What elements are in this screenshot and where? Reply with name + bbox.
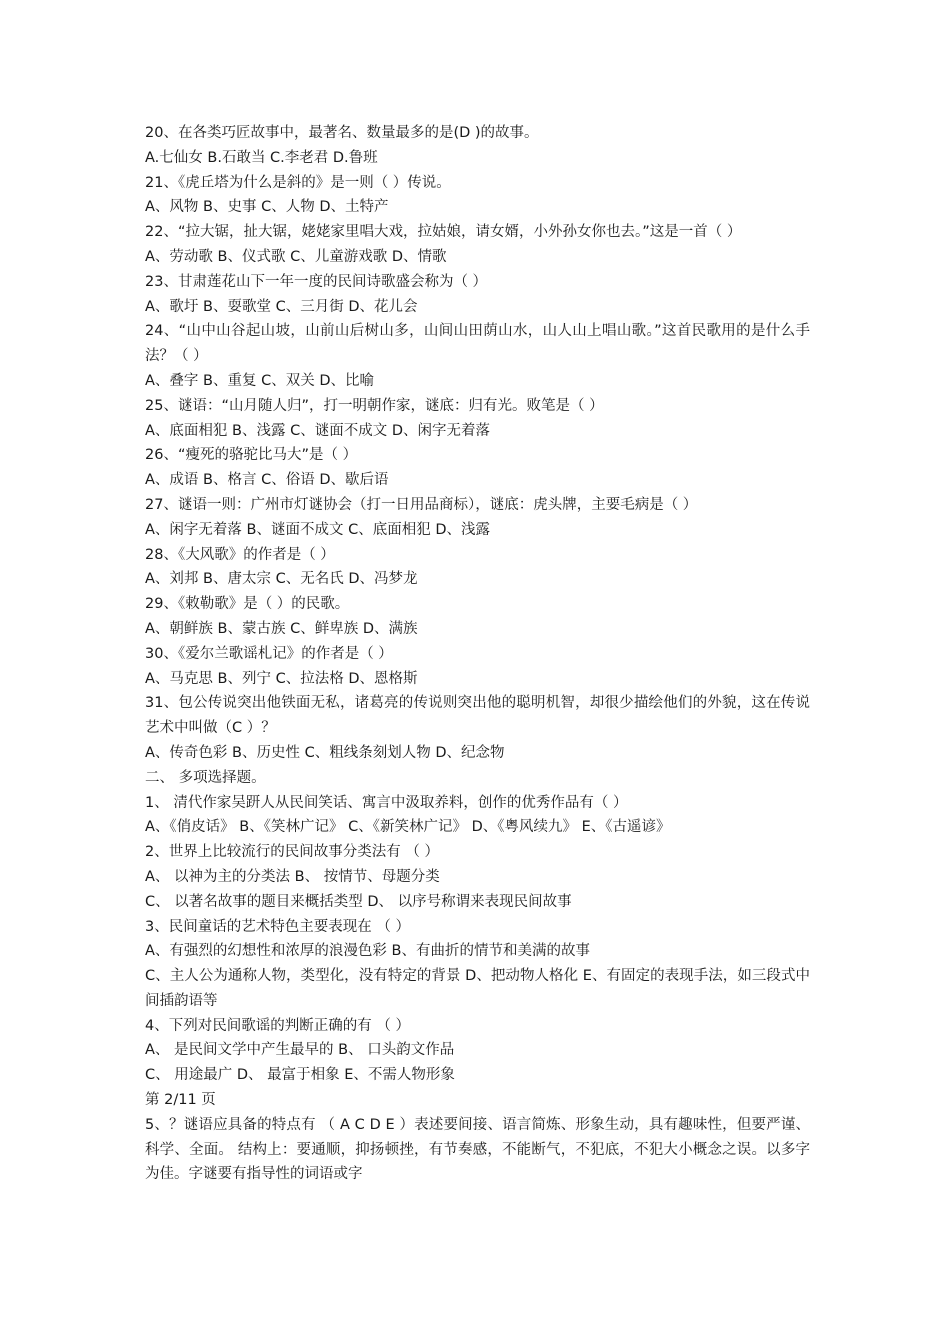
multi-question-4: 4、下列对民间歌谣的判断正确的有 （ ） bbox=[145, 1017, 410, 1034]
question-26-options: A、成语 B、格言 C、俗语 D、歇后语 bbox=[145, 472, 389, 489]
multi-question-2: 2、世界上比较流行的民间故事分类法有 （ ） bbox=[145, 844, 439, 861]
question-23: 23、甘肃莲花山下一年一度的民间诗歌盛会称为（ ） bbox=[145, 273, 488, 290]
question-31-options: A、传奇色彩 B、历史性 C、粗线条刻划人物 D、纪念物 bbox=[145, 744, 505, 761]
question-25: 25、谜语：“山月随人归”，打一明朝作家，谜底：归有光。败笔是（ ） bbox=[145, 397, 604, 414]
document-page bbox=[145, 121, 810, 1187]
question-20: 20、在各类巧匠故事中，最著名、数量最多的是(D )的故事。 bbox=[145, 125, 539, 141]
question-21-options: A、风物 B、史事 C、人物 D、土特产 bbox=[145, 199, 389, 216]
question-24: 24、“山中山谷起山坡，山前山后树山多，山间山田荫山水，山人山上唱山歌。”这首民歌用的是什么手法？（ ） bbox=[145, 323, 810, 365]
question-29: 29、《敕勒歌》是（ ）的民歌。 bbox=[145, 596, 350, 613]
multi-question-4-options-b: C、 用途最广 D、 最富于相象 E、不需人物形象 bbox=[145, 1067, 455, 1084]
question-22: 22、“拉大锯，扯大锯，姥姥家里唱大戏，拉姑娘，请女婿，小外孙女你也去。”这是一首（ ） bbox=[145, 224, 742, 241]
question-22-options: A、劳动歌 B、仪式歌 C、儿童游戏歌 D、情歌 bbox=[145, 248, 447, 265]
question-25-options: A、底面相犯 B、浅露 C、谜面不成文 D、闲字无着落 bbox=[145, 422, 490, 439]
question-30: 30、《爱尔兰歌谣札记》的作者是（ ） bbox=[145, 645, 393, 662]
question-30-options: A、马克思 B、列宁 C、拉法格 D、恩格斯 bbox=[145, 670, 418, 687]
multi-question-3-options-b: C、主人公为通称人物，类型化，没有特定的背景 D、把动物人格化 E、有固定的表现手法，如三段式中间插韵语等 bbox=[145, 968, 810, 1009]
multi-question-1: 1、 清代作家吴趼人从民间笑话、寓言中汲取养料，创作的优秀作品有（ ） bbox=[145, 794, 628, 811]
page-number: 第 2/11 页 bbox=[145, 1092, 216, 1109]
question-23-options: A、歌圩 B、耍歌堂 C、三月街 D、花儿会 bbox=[145, 298, 418, 315]
question-20-options: A.七仙女 B.石敢当 C.李老君 D.鲁班 bbox=[145, 149, 378, 166]
multi-question-2-options-a: A、 以神为主的分类法 B、 按情节、母题分类 bbox=[145, 868, 440, 885]
multi-question-4-options-a: A、 是民间文学中产生最早的 B、 口头韵文作品 bbox=[145, 1042, 455, 1059]
multi-question-5: 5、？谜语应具备的特点有 （ A C D E ）表述要间接、语言简炼、形象生动，具有趣味性，但要严谨、科学、全面。 结构上：要通顺，抑扬顿挫，有节奏感，不能断气，不犯底，不犯大小概念之误。以多字为佳。字谜要有指导性的词语或字 bbox=[145, 1116, 810, 1183]
question-21: 21、《虎丘塔为什么是斜的》是一则（ ）传说。 bbox=[145, 174, 451, 191]
question-31: 31、包公传说突出他铁面无私，诸葛亮的传说则突出他的聪明机智，却很少描绘他们的外貌，这在传说艺术中叫做（C ）？ bbox=[145, 695, 810, 737]
multi-question-2-options-b: C、 以著名故事的题目来概括类型 D、 以序号称谓来表现民间故事 bbox=[145, 893, 572, 910]
question-26: 26、“瘦死的骆驼比马大”是（ ） bbox=[145, 447, 358, 464]
question-28: 28、《大风歌》的作者是（ ） bbox=[145, 546, 335, 563]
multi-question-3-options-a: A、有强烈的幻想性和浓厚的浪漫色彩 B、有曲折的情节和美满的故事 bbox=[145, 943, 590, 960]
question-28-options: A、刘邦 B、唐太宗 C、无名氏 D、冯梦龙 bbox=[145, 571, 418, 588]
multi-question-3: 3、民间童话的艺术特色主要表现在 （ ） bbox=[145, 918, 410, 935]
section-heading-multiple-choice: 二、 多项选择题。 bbox=[145, 769, 266, 786]
question-29-options: A、朝鲜族 B、蒙古族 C、鲜卑族 D、满族 bbox=[145, 620, 418, 637]
question-27-options: A、闲字无着落 B、谜面不成文 C、底面相犯 D、浅露 bbox=[145, 521, 490, 538]
question-24-options: A、叠字 B、重复 C、双关 D、比喻 bbox=[145, 372, 374, 389]
question-27: 27、谜语一则：广州市灯谜协会（打一日用品商标），谜底：虎头牌，主要毛病是（ ） bbox=[145, 496, 698, 513]
multi-question-1-options: A、《俏皮话》 B、《笑林广记》 C、《新笑林广记》 D、《粤风续九》 E、《古遥谚》 bbox=[145, 819, 671, 836]
